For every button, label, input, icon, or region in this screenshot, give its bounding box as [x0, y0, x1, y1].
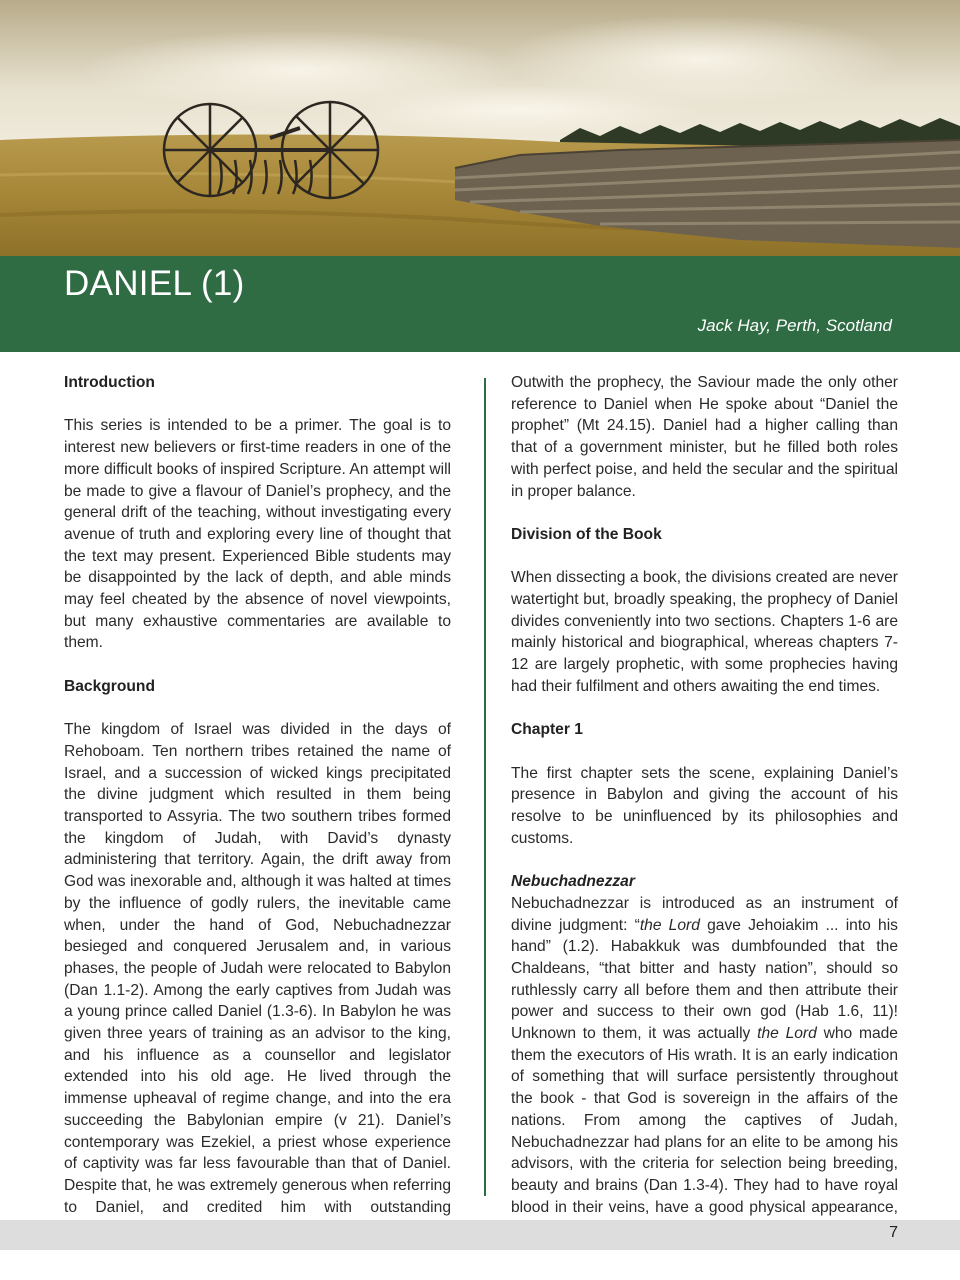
right-column	[511, 372, 898, 1240]
chapter-1-paragraph: The first chapter sets the scene, explaining Daniel’s presence in Babylon and giving the account of his resolve to be uninfluenced by its philosophies and customs.	[511, 764, 898, 847]
subheading-nebuchadnezzar: Nebuchadnezzar	[511, 873, 635, 891]
section-heading-background: Background	[64, 677, 155, 695]
left-column	[64, 372, 451, 1240]
section-heading-introduction: Introduction	[64, 374, 155, 391]
article-title: DANIEL (1)	[64, 264, 245, 303]
introduction-paragraph: This series is intended to be a primer. The goal is to interest new believers or first-time readers in one of the more difficult books of inspired Scripture. An attempt will be made to give a flavour of Daniel’s prophecy, and the general drift of the teaching, without investigating every avenue of truth and exploring every line of thought that the text may present. Experienced Bible students may be disappointed by the lack of depth, and able minds may feel cheated by the absence of novel viewpoints, but many exhaustive commentaries are available to them.	[64, 417, 451, 652]
footer-bar	[0, 1220, 960, 1250]
header-photo-farm-field	[0, 0, 960, 256]
author-byline: Jack Hay, Perth, Scotland	[697, 316, 892, 335]
background-paragraph: The kingdom of Israel was divided in the days of Rehoboam. Ten northern tribes retained the name of Israel, and a succession of wicked kings precipitated the divine judgment which resulted in them being transported to Assyria. The two southern tribes formed the kingdom of Judah, with David’s dynasty administering that territory. Again, the drift away from God was inexorable and, although it was halted at times by the influence of godly rulers, the inevitable came when, under the hand of God, Nebuchadnezzar besieged and conquered Jerusalem and, in various phases, the people of Judah were relocated to Babylon (Dan 1.1-2). Among the early captives from Judah was a young prince called Daniel (1.3-6). In Babylon he was given three years of training as an advisor to the king, and his influence as a counsellor and legislator extended into his old age. He lived through the immense upheaval of regime change, and into the era succeeding the Babylonian empire (v 21). Daniel’s contemporary was Ezekiel, a priest whose experience of captivity was far less favourable than that of Daniel. Despite that, he was extremely generous when referring to Daniel, and credited him with outstanding	[64, 721, 451, 1216]
column-divider	[484, 378, 486, 1196]
nebuchadnezzar-paragraph: Nebuchadnezzar is introduced as an instrument of divine judgment: “the Lord gave Jehoiakim ... into his hand” (1.2). Habakkuk was dumbfounded that the Chaldeans, “that bitter and hasty nation”, should so ruthlessly carry all before them and then attribute their power and success to their own god (Hab 1.6, 11)! Unknown to them, it was actually the Lord who made them the executors of His wrath. It is an early indication of something that will surface persistently throughout the book - that God is sovereign in the affairs of the nations. From among the captives of Judah, Nebuchadnezzar had plans for an elite to be among his advisors, with the criteria for selection being breeding, beauty and brains (Dan 1.3-4). They had to have royal blood in their veins, have a good physical appearance,	[511, 894, 898, 1216]
section-heading-chapter-1: Chapter 1	[511, 721, 583, 739]
section-heading-division: Division of the Book	[511, 525, 662, 543]
continuation-paragraph: Outwith the prophecy, the Saviour made the only other reference to Daniel when He spoke about “Daniel the prophet” (Mt 24.15). Daniel had a higher calling than that of a government minister, but he filled both roles with perfect poise, and held the secular and the spiritual in proper balance.	[511, 374, 898, 500]
division-paragraph: When dissecting a book, the divisions created are never watertight but, broadly speaking, the prophecy of Daniel divides conveniently into two sections. Chapters 1-6 are mainly historical and biographical, whereas chapters 7-12 are largely prophetic, with some prophecies having had their fulfilment and others awaiting the end times.	[511, 569, 898, 695]
page-number: 7	[889, 1224, 898, 1241]
